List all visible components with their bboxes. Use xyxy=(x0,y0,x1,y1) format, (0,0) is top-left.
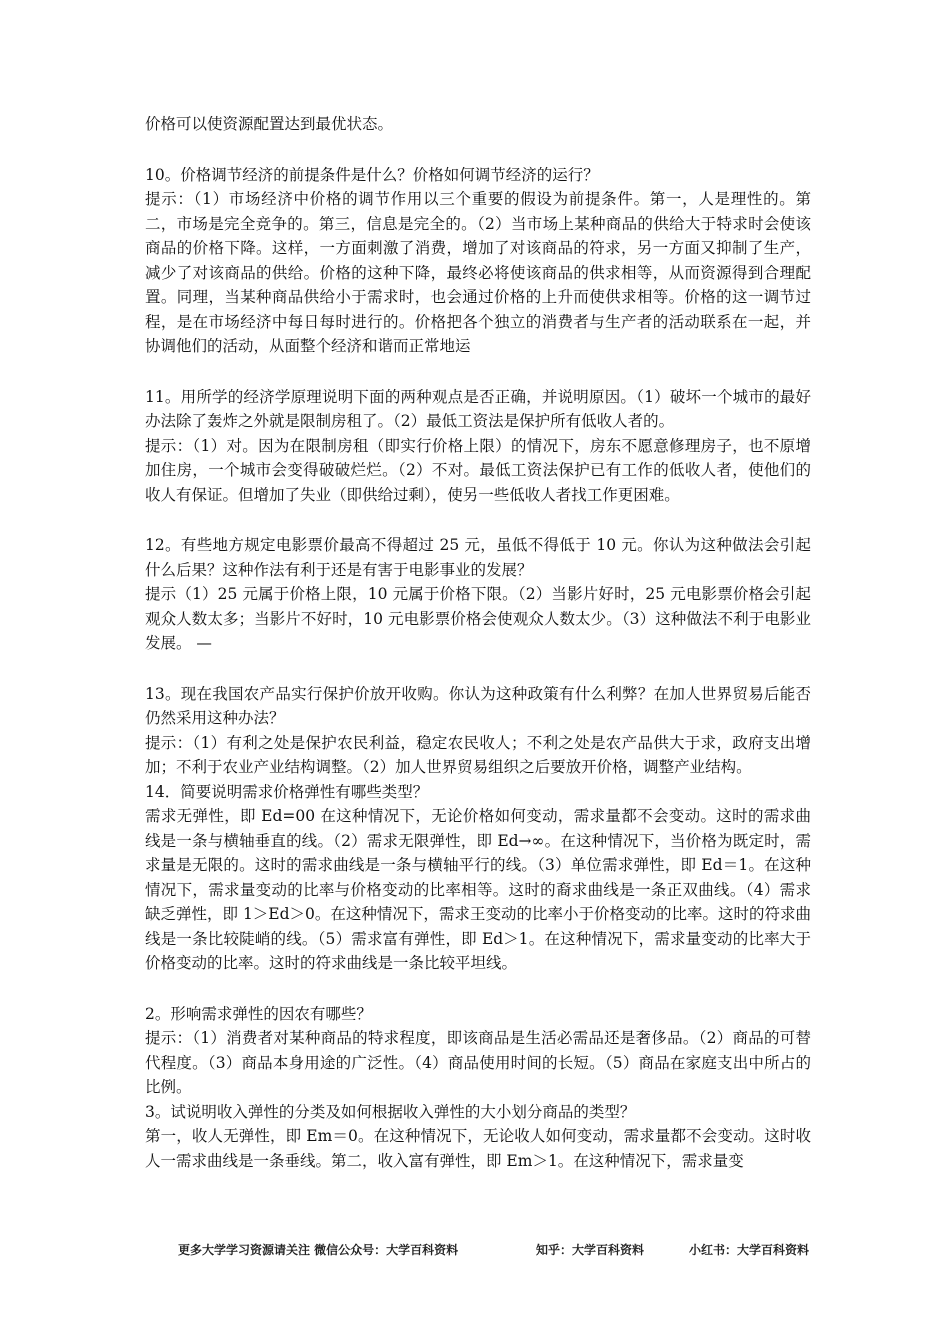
question-14-title: 14．简要说明需求价格弹性有哪些类型？ xyxy=(145,782,429,801)
question-13-title: 13。现在我国农产品实行保护价放开收购。你认为这种政策有什么利弊？在加人世界贸易后能否仍然采用这种办法？ xyxy=(145,684,811,727)
question-12-answer: 提示（1）25 元属于价格上限，10 元属于价格下限。（2）当影片好时，25 元电影票价格会引起观众人数太多；当影片不好时，10 元电影票价格会使观众人数太少。（3）这种做法不利于电影业发展。 — xyxy=(145,585,811,652)
question-2-title: 2。形响需求弹性的因农有哪些？ xyxy=(145,1004,372,1023)
question-12-title: 12。有些地方规定电影票价最高不得超过 25 元，虽低不得低于 10 元。你认为这种做法会引起什么后果？这种作法有利于还是有害于电影事业的发展？ xyxy=(145,536,811,579)
question-3-title: 3。试说明收入弹性的分类及如何根据收入弹性的大小划分商品的类型？ xyxy=(145,1102,636,1121)
spacer xyxy=(145,976,811,1002)
question-11-answer: 提示：（1）对。因为在限制房租（即实行价格上限）的情况下，房东不愿意修理房子，也不原增加住房，一个城市会变得破破烂烂。（2）不对。最低工资法保护已有工作的低收人者，使他们的收人有保证。但增加了失业（即供给过剩），使另一些低收人者找工作更困难。 xyxy=(145,436,811,504)
question-11-title: 11。用所学的经济学原理说明下面的两种观点是否正确，并说明原因。（1）破坏一个城市的最好办法除了轰炸之外就是限制房租了。（2）最低工资法是保护所有低收人者的。 xyxy=(145,387,811,430)
question-10-answer: 提示：（1）市场经济中价格的调节作用以三个重要的假设为前提条件。第一，人是理性的。第二，市场是完全竞争的。第三，信息是完全的。（2）当市场上某种商品的供给大于特求时会使该商品的价格下降。这样，一方面刺激了消费，增加了对该商品的符求，另一方面又抑制了生产，减少了对该商品的供给。价格的这种下降，最终必将使该商品的供求相等，从而资源得到合理配置。同理，当某种商品供给小于需求时，也会通过价格的上升而使供求相等。价格的这一调节过程，是在市场经济中每日每时进行的。价格把各个独立的消费者与生产者的活动联系在一起，并协调他们的活动，从面整个经济和谐而正常地运 xyxy=(145,190,811,355)
paragraph-intro: 价格可以使资源配置达到最优状态。 xyxy=(145,115,394,133)
question-13-answer: 提示：（1）有利之处是保护农民利益，稳定农民收人；不利之处是农产品供大于求，政府支出增加；不利于农业产业结构调整。（2）加人世界贸易组织之后要放开价格，调整产业结构。 xyxy=(145,733,811,776)
footer-zhihu: 知乎：大学百科资料 xyxy=(536,1243,645,1257)
spacer xyxy=(145,359,811,385)
question-3-answer: 第一，收人无弹性，即 Em＝0。在这种情况下，无论收人如何变动，需求量都不会变动。这时收人一需求曲线是一条垂线。第二，收入富有弹性，即 Em＞1。在这种情况下，需求量变 xyxy=(145,1127,811,1170)
spacer xyxy=(145,656,811,682)
question-10-title: 10。价格调节经济的前提条件是什么？价格如何调节经济的运行？ xyxy=(145,165,599,184)
footer-xiaohongshu: 小红书：大学百科资料 xyxy=(689,1243,810,1257)
question-14-answer: 需求无弹性，即 Ed=00 在这种情况下，无论价格如何变动，需求量都不会变动。这时的需求曲线是一条与横轴垂直的线。（2）需求无限弹性，即 Ed→∞。在这种情况下，当价格为既定时，需求量是无限的。这时的需求曲线是一条与横轴平行的线。（3）单位需求弹性，即 Ed＝1。在这种情况下，需求量变动的比率与价格变动的比率相等。这时的裔求曲线是一条正双曲线。（4）需求缺乏弹性，即 1＞Ed＞0。在这种情况下，需求王变动的比率小于价格变动的比率。这时的符求曲线是一条比较陡峭的线。（5）需求富有弹性，即 Ed＞1。在这种情况下，需求量变动的比率大于价格变动的比率。这时的符求曲线是一条比较平坦线。 xyxy=(145,807,811,972)
footer-wechat: 更多大学学习资源请关注 微信公众号：大学百科资料 xyxy=(178,1243,459,1257)
document-body xyxy=(145,112,811,1173)
question-2-answer: 提示：（1）消费者对某种商品的特求程度，即该商品是生活必需品还是奢侈品。（2）商品的可替代程度。（3）商品本身用途的广泛性。（4）商品使用时间的长短。（5）商品在家庭支出中所占的比例。 xyxy=(145,1029,811,1096)
spacer xyxy=(145,137,811,163)
spacer xyxy=(145,507,811,533)
